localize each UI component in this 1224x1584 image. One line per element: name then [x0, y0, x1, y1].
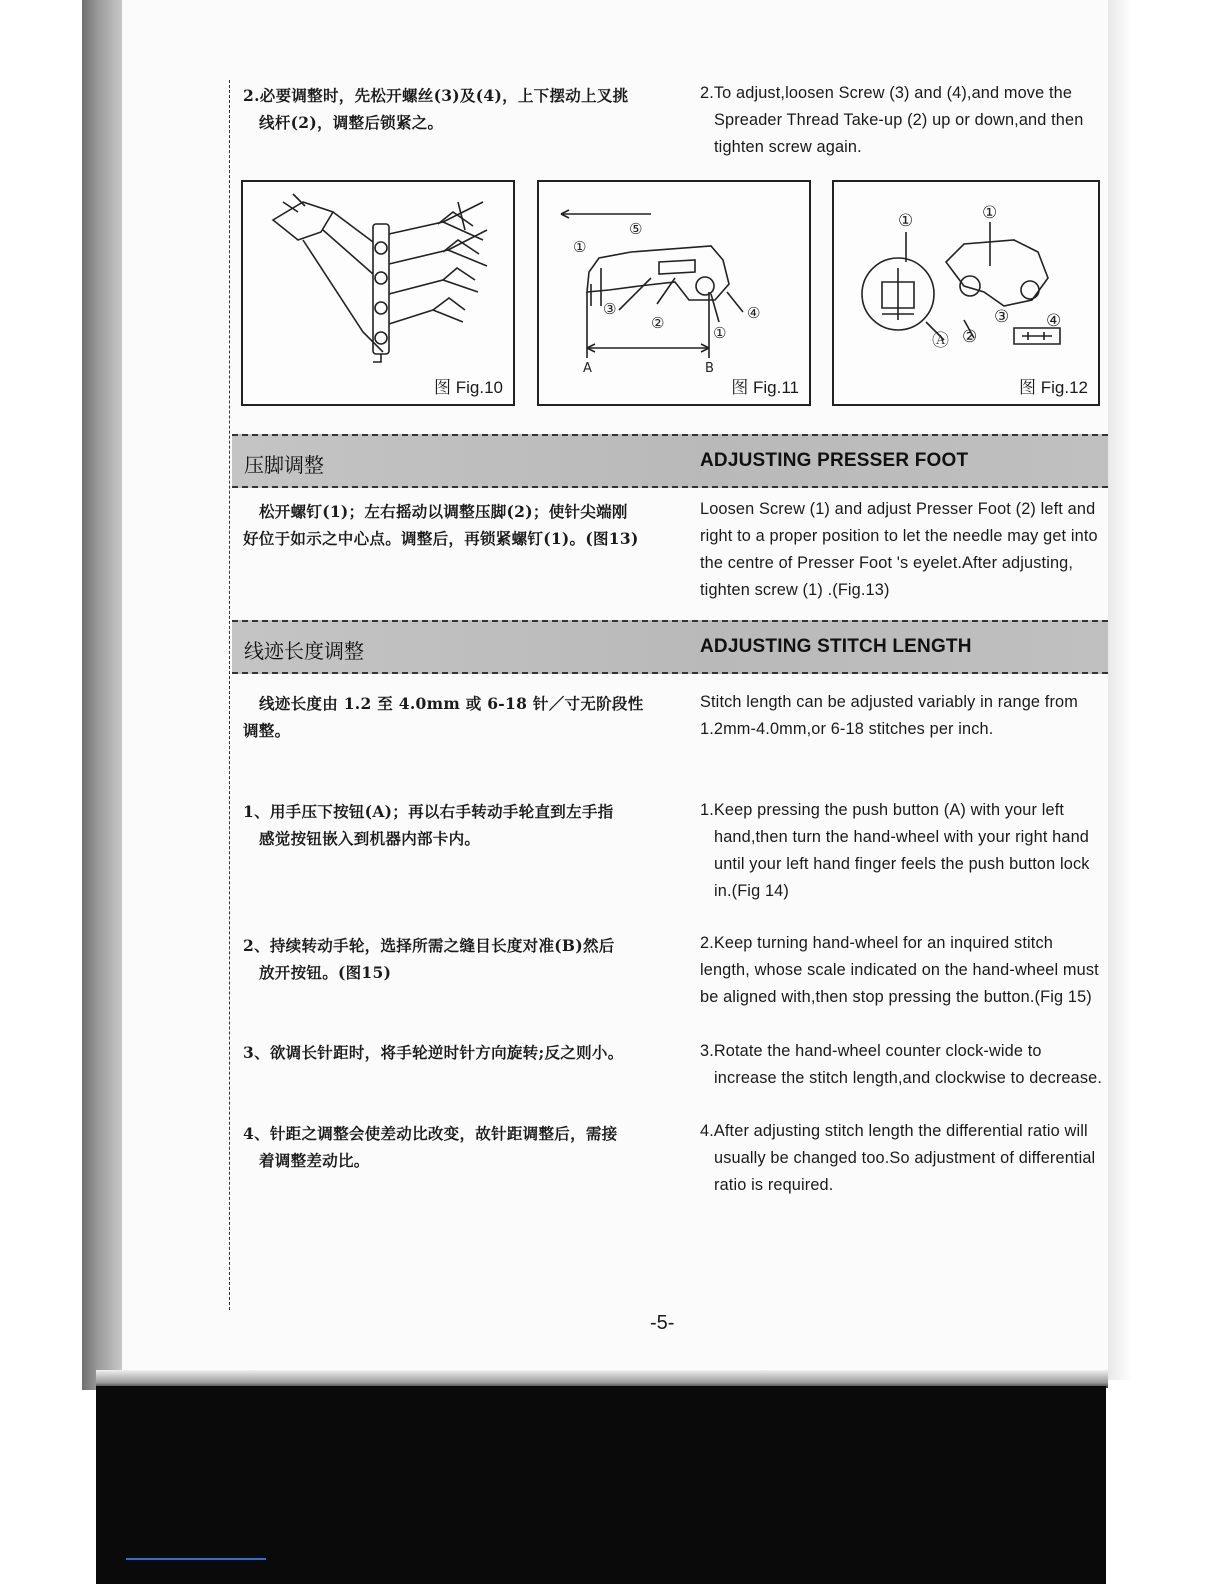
heading-english: ADJUSTING PRESSER FOOT	[700, 450, 969, 471]
text-line: 线迹长度由 1.2 至 4.0mm 或 6-18 针／寸无阶段性	[259, 694, 644, 713]
callout-4: ④	[747, 304, 761, 322]
stitch-step1-english	[700, 797, 1090, 905]
heading-chinese: 线迹长度调整	[244, 639, 364, 663]
text-line: Spreader Thread Take-up (2) up or down,and then	[714, 111, 1084, 129]
text-line: 1.2mm-4.0mm,or 6-18 stitches per inch.	[700, 720, 994, 738]
figure-caption: 图 Fig.10	[434, 378, 503, 397]
text-line: 2.必要调整时，先松开螺丝(3)及(4)，上下摆动上叉挑	[243, 86, 629, 105]
stitch-intro-english	[700, 689, 1078, 743]
text-line: ratio is required.	[714, 1176, 834, 1194]
thread-guide-illustration	[243, 182, 513, 404]
text-line: 1、用手压下按钮(A)；再以右手转动手轮直到左手指	[243, 802, 614, 821]
callout-2: ②	[962, 327, 978, 347]
callout-1: ①	[898, 211, 914, 231]
callout-3: ③	[994, 307, 1010, 327]
callout-1b: ①	[713, 324, 727, 342]
text-line: 感觉按钮嵌入到机器内部卡内。	[259, 829, 481, 848]
text-line: usually be changed too.So adjustment of differential	[714, 1149, 1096, 1167]
text-line: 4.After adjusting stitch length the differential ratio will	[700, 1122, 1088, 1140]
text-line: 1.Keep pressing the push button (A) with your left	[700, 801, 1065, 819]
page-right-edge	[1108, 0, 1132, 1380]
stitch-step2-english	[700, 930, 1099, 1011]
text-line: tighten screw (1) .(Fig.13)	[700, 581, 890, 599]
callout-2: ②	[651, 314, 665, 332]
figure-11	[537, 180, 811, 406]
text-line: 4、针距之调整会使差动比改变，故针距调整后，需接	[243, 1124, 618, 1143]
stitch-step3-english	[700, 1038, 1102, 1092]
page-number: -5-	[650, 1312, 675, 1334]
text-line: 3.Rotate the hand-wheel counter clock-wide to	[700, 1042, 1042, 1060]
text-line: the centre of Presser Foot 's eyelet.After adjusting,	[700, 554, 1074, 572]
scanner-background	[96, 1386, 1106, 1584]
text-line: be aligned with,then stop pressing the button.(Fig 15)	[700, 988, 1092, 1006]
text-line: 好位于如示之中心点。调整后，再锁紧螺钉(1)。(图13)	[243, 529, 639, 548]
text-line: until your left hand finger feels the push button lock	[714, 855, 1090, 873]
text-line: 线杆(2)，调整后锁紧之。	[259, 113, 444, 132]
text-line: 调整。	[243, 721, 291, 740]
mark-a: A	[583, 361, 592, 376]
spreader-illustration	[539, 182, 809, 404]
scan-margin	[0, 0, 82, 1584]
text-line: right to a proper position to let the needle may get into	[700, 527, 1098, 545]
presser-foot-chinese	[243, 498, 639, 552]
mark-b: B	[705, 361, 714, 376]
text-line: 2.To adjust,loosen Screw (3) and (4),and move the	[700, 84, 1073, 102]
text-line: length, whose scale indicated on the hand-wheel must	[700, 961, 1099, 979]
callout-5: ⑤	[629, 220, 643, 238]
presser-foot-english	[700, 496, 1098, 604]
text-line: Stitch length can be adjusted variably in range from	[700, 693, 1078, 711]
figure-10	[241, 180, 515, 406]
text-line: 放开按钮。(图15)	[259, 963, 392, 982]
text-line: tighten screw again.	[714, 138, 862, 156]
stitch-step4-english	[700, 1118, 1095, 1199]
callout-1b: ①	[982, 203, 998, 223]
text-line: Loosen Screw (1) and adjust Presser Foot (2) left and	[700, 500, 1096, 518]
callout-4: ④	[1046, 311, 1062, 331]
callout-a: Ⓐ	[932, 331, 949, 351]
heading-english: ADJUSTING STITCH LENGTH	[700, 636, 972, 657]
presser-foot-illustration	[834, 182, 1098, 404]
scan-artifact-line	[126, 1558, 266, 1560]
text-line: increase the stitch length,and clockwise to decrease.	[714, 1069, 1103, 1087]
stitch-step1-chinese	[243, 798, 613, 852]
callout-1: ①	[573, 238, 587, 256]
section-header-presser-foot	[232, 434, 1108, 488]
step2-chinese	[243, 82, 629, 136]
text-line: 着调整差动比。	[259, 1151, 370, 1170]
dashed-cut-line	[229, 80, 230, 1310]
figure-caption: 图 Fig.11	[731, 378, 799, 397]
heading-chinese: 压脚调整	[244, 453, 324, 477]
text-line: in.(Fig 14)	[714, 882, 789, 900]
text-line: 3、欲调长针距时，将手轮逆时针方向旋转;反之则小。	[243, 1043, 624, 1062]
text-line: 松开螺钉(1)；左右摇动以调整压脚(2)；使针尖端刚	[259, 502, 628, 521]
text-line: hand,then turn the hand-wheel with your right hand	[714, 828, 1089, 846]
stitch-step3-chinese	[243, 1039, 624, 1066]
stitch-step2-chinese	[243, 932, 615, 986]
stitch-step4-chinese	[243, 1120, 618, 1174]
page-spine-shadow	[82, 0, 122, 1390]
callout-3: ③	[603, 300, 617, 318]
text-line: 2.Keep turning hand-wheel for an inquired stitch	[700, 934, 1053, 952]
figure-12	[832, 180, 1100, 406]
text-line: 2、持续转动手轮，选择所需之缝目长度对准(B)然后	[243, 936, 615, 955]
step2-english	[700, 80, 1083, 161]
figure-caption: 图 Fig.12	[1019, 378, 1088, 397]
stitch-intro-chinese	[243, 690, 644, 744]
section-header-stitch-length	[232, 620, 1108, 674]
